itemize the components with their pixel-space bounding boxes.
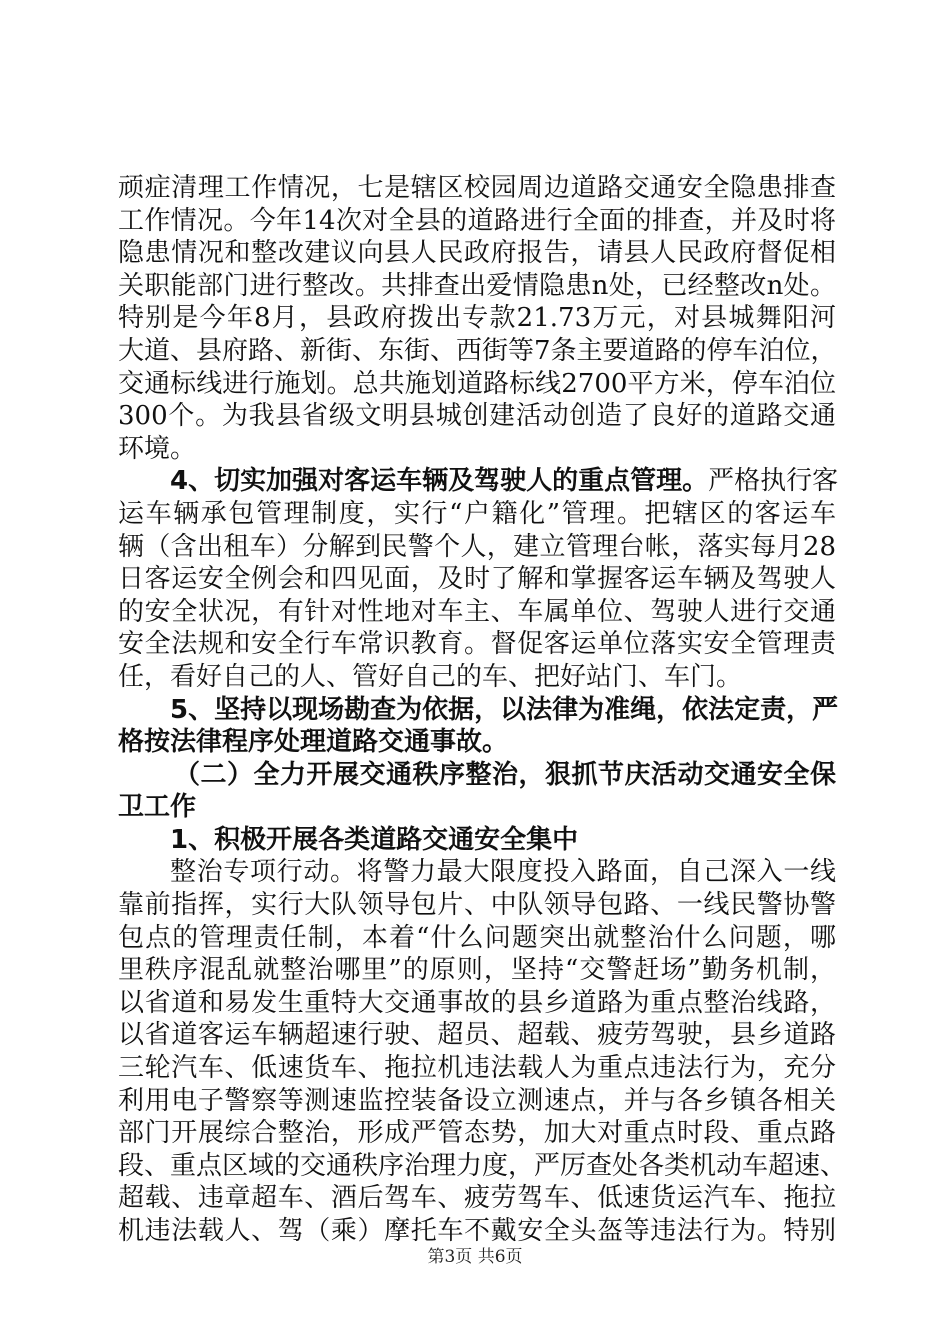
section-2-heading: （二）全力开展交通秩序整治，狠抓节庆活动交通安全保 [174, 759, 836, 790]
text-line: 靠前指挥，实行大队领导包片、中队领导包路、一线民警协警 [118, 890, 836, 921]
text-line: 里秩序混乱就整治哪里”的原则，坚持“交警赶场”勤务机制， [118, 955, 836, 986]
text-line: 特别是今年8月，县政府拨出专款21.73万元，对县城舞阳河 [118, 303, 836, 334]
text-line: 辆（含出租车）分解到民警个人，建立管理台帐，落实每月28 [118, 531, 836, 562]
text-line: 包点的管理责任制，本着“什么问题突出就整治什么问题，哪 [118, 922, 836, 953]
sub-1-heading: 1、积极开展各类道路交通安全集中 [170, 824, 579, 855]
text-line: 隐患情况和整改建议向县人民政府报告，请县人民政府督促相 [118, 238, 836, 269]
text-line: 运车辆承包管理制度，实行“户籍化”管理。把辖区的客运车 [118, 498, 836, 529]
text-line: 的安全状况，有针对性地对车主、车属单位、驾驶人进行交通 [118, 596, 836, 627]
item-4-heading: 4、切实加强对客运车辆及驾驶人的重点管理。 [170, 466, 709, 497]
text-line: 以省道和易发生重特大交通事故的县乡道路为重点整治线路， [118, 987, 836, 1018]
item-4-text: 严格执行客 [708, 466, 839, 497]
item-4-first-line [118, 465, 839, 498]
text-line: 日客运安全例会和四见面，及时了解和掌握客运车辆及驾驶人 [118, 564, 836, 595]
text-line: 交通标线进行施划。总共施划道路标线2700平方米，停车泊位 [118, 368, 836, 399]
text-line: 工作情况。今年14次对全县的道路进行全面的排查，并及时将 [118, 205, 836, 236]
text-line: 大道、县府路、新街、东街、西街等7条主要道路的停车泊位， [118, 335, 837, 366]
document-body [118, 172, 847, 1248]
text-line: 顽症清理工作情况，七是辖区校园周边道路交通安全隐患排查 [118, 173, 836, 203]
text-line: 安全法规和安全行车常识教育。督促客运单位落实安全管理责 [118, 629, 836, 660]
text-line: 以省道客运车辆超速行驶、超员、超载、疲劳驾驶，县乡道路 [118, 1020, 836, 1051]
text-line: 任，看好自己的人、管好自己的车、把好站门、车门。 [118, 661, 743, 692]
item-5-heading-cont: 格按法律程序处理道路交通事故。 [118, 727, 509, 758]
text-line: 利用电子警察等测速监控装备设立测速点，并与各乡镇各相关 [118, 1085, 836, 1116]
text-line: 段、重点区域的交通秩序治理力度，严厉查处各类机动车超速、 [118, 1150, 847, 1181]
text-line: 机违法载人、驾（乘）摩托车不戴安全头盔等违法行为。特别 [118, 1216, 836, 1246]
text-line: 环境。 [118, 433, 197, 464]
text-line: 300个。为我县省级文明县城创建活动创造了良好的道路交通 [118, 401, 836, 432]
text-line: 三轮汽车、低速货车、拖拉机违法载人为重点违法行为，充分 [118, 1053, 836, 1084]
text-line: 部门开展综合整治，形成严管态势，加大对重点时段、重点路 [118, 1118, 836, 1149]
page-footer: 第3页 共6页 [427, 1247, 523, 1267]
text-line: 整治专项行动。将警力最大限度投入路面，自己深入一线 [170, 857, 836, 888]
section-2-heading-cont: 卫工作 [118, 792, 197, 823]
text-line: 超载、违章超车、酒后驾车、疲劳驾车、低速货运汽车、拖拉 [118, 1183, 836, 1214]
item-5-heading: 5、坚持以现场勘查为依据，以法律为准绳，依法定责，严 [170, 694, 839, 725]
text-line: 关职能部门进行整改。共排查出爱情隐患n处，已经整改n处。 [118, 270, 836, 301]
